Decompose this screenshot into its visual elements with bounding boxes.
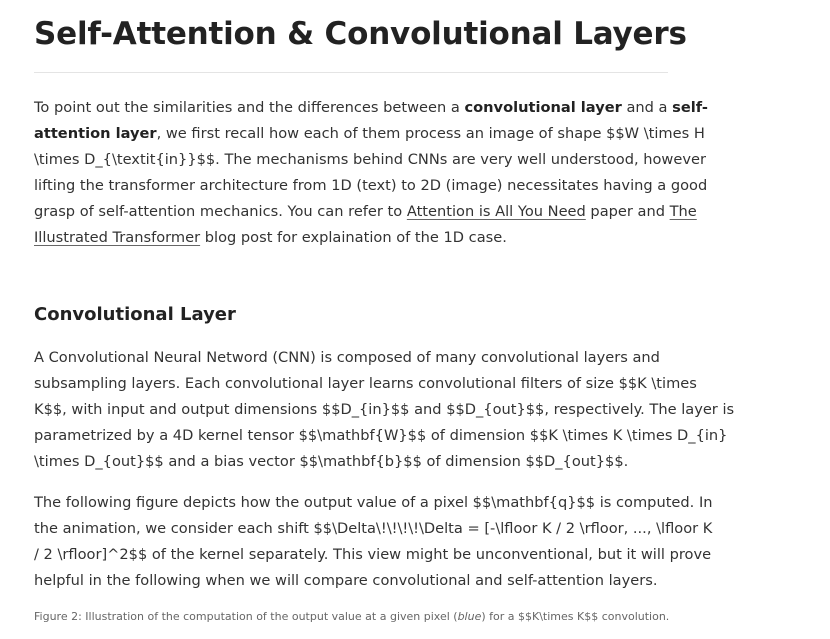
figure-description-paragraph: [34, 490, 713, 594]
caption-italic-blue: blue: [457, 610, 482, 623]
cnn-line-5: \times D_{out}$$ and a bias vector $$\mathbf{b}$$ of dimension $$D_{out}$$.: [34, 453, 629, 470]
intro-text: , we first recall how each of them process an image of shape $$W \times H: [156, 125, 705, 142]
intro-line-3: \times D_{\textit{in}}$$. The mechanisms behind CNNs are very well understood, however: [34, 151, 706, 168]
intro-text: grasp of self-attention mechanics. You can refer to: [34, 203, 407, 220]
cnn-paragraph: [34, 345, 735, 475]
intro-line-4: lifting the transformer architecture from 1D (text) to 2D (image) necessitates having a good: [34, 177, 708, 194]
intro-paragraph: [34, 95, 708, 251]
intro-text: and a: [621, 99, 673, 116]
attention-is-all-you-need-link[interactable]: Attention is All You Need: [406, 203, 586, 220]
illustrated-transformer-link-part1[interactable]: The: [669, 203, 697, 220]
intro-line-6: [34, 225, 668, 251]
cnn-line-4: parametrized by a 4D kernel tensor $$\mathbf{W}$$ of dimension $$K \times K \times D_{in}: [34, 427, 728, 444]
figure-desc-line-1: The following figure depicts how the output value of a pixel $$\mathbf{q}$$ is computed. In: [34, 494, 713, 511]
page-title: Self-Attention & Convolutional Layers: [34, 16, 687, 52]
intro-text: paper and: [585, 203, 670, 220]
cnn-line-1: A Convolutional Neural Netword (CNN) is composed of many convolutional layers and: [34, 349, 660, 366]
intro-line-2: [34, 121, 705, 147]
figure-desc-line-3: / 2 \rfloor]^2$$ of the kernel separately. This view might be unconventional, but it will prove: [34, 546, 712, 563]
intro-line-5: [34, 199, 697, 225]
figure-desc-line-2: the animation, we consider each shift $$\Delta\!\!\!\!\Delta = [-\lfloor K / 2 \rfloor, ..., \lfloor K: [34, 520, 713, 537]
title-divider: [34, 72, 668, 73]
section-heading: Convolutional Layer: [34, 304, 236, 325]
bold-term-self-attention-part1: self-: [672, 99, 708, 116]
cnn-line-3: K$$, with input and output dimensions $$D_{in}$$ and $$D_{out}$$, respectively. The layer is: [34, 401, 735, 418]
bold-term-convolutional-layer: convolutional layer: [464, 99, 622, 116]
intro-line-1: [34, 95, 708, 121]
bold-term-self-attention-part2: attention layer: [34, 125, 157, 142]
intro-text: blog post for explaination of the 1D case.: [200, 229, 507, 246]
caption-text: ) for a $$K\times K$$ convolution.: [481, 610, 670, 623]
illustrated-transformer-link-part2[interactable]: Illustrated Transformer: [34, 229, 201, 246]
figure-caption: [34, 610, 669, 623]
figure-desc-line-4: helpful in the following when we will compare convolutional and self-attention layers.: [34, 572, 658, 589]
intro-text: To point out the similarities and the differences between a: [34, 99, 465, 116]
cnn-line-2: subsampling layers. Each convolutional layer learns convolutional filters of size $$K \times: [34, 375, 697, 392]
caption-text: Figure 2: Illustration of the computation of the output value at a given pixel (: [34, 610, 458, 623]
